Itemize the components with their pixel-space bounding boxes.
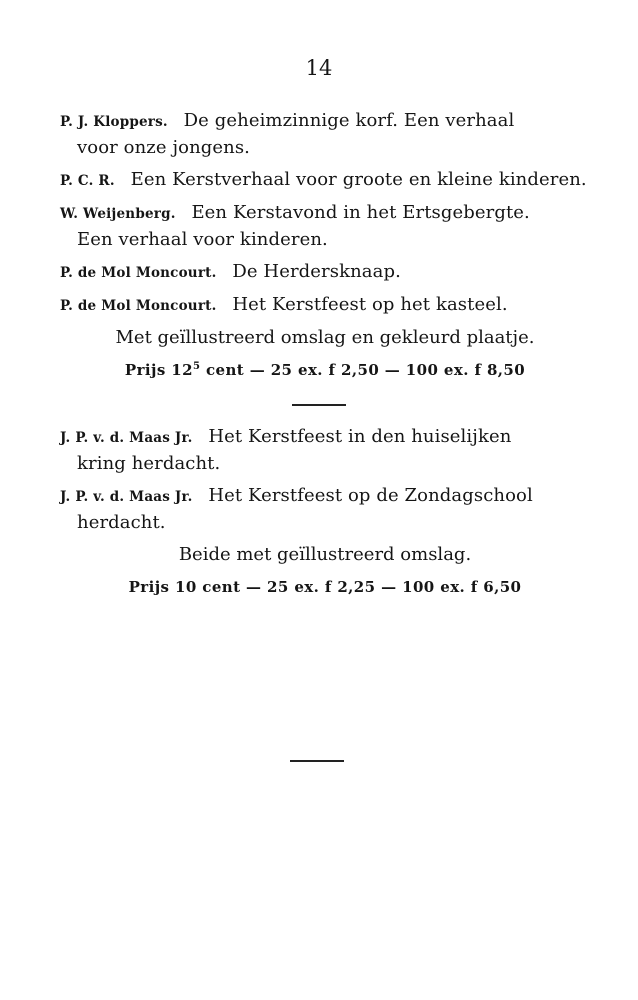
entry-title: Het Kerstfeest op het kasteel. — [232, 294, 508, 315]
catalog-entry — [60, 200, 590, 253]
price-line: Prijs 10 cent — 25 ex. f 2,25 — 100 ex. f 6,50 — [128, 578, 522, 596]
entry-title: De Herdersknaap. — [232, 261, 401, 282]
catalog-entry — [60, 292, 590, 319]
entry-author: J. P. v. d. Maas Jr. — [60, 430, 193, 446]
catalog-entry — [60, 167, 590, 194]
entry-author: P. de Mol Moncourt. — [60, 298, 217, 314]
entry-author: P. J. Kloppers. — [60, 114, 168, 130]
price-rest: cent — 25 ex. f 2,50 — 100 ex. f 8,50 — [200, 361, 526, 379]
price-prefix: Prijs 12 — [124, 361, 193, 379]
price-superscript: 5 — [192, 361, 201, 372]
price-line — [60, 361, 590, 379]
illustration-note: Met geïllustreerd omslag en gekleurd plaatje. — [115, 327, 535, 348]
entry-title: De geheimzinnige korf. Een verhaal — [183, 110, 515, 131]
entry-author: W. Weijenberg. — [60, 206, 176, 222]
entry-title: Het Kerstfeest op de Zondagschool — [208, 485, 533, 506]
entry-title-continued: voor onze jongens. — [77, 137, 250, 158]
catalog-entry — [60, 424, 590, 477]
catalog-section-1 — [60, 108, 590, 379]
page-number: 14 — [305, 56, 333, 80]
end-divider — [290, 760, 344, 762]
catalog-entry — [60, 483, 590, 536]
entry-title-continued: kring herdacht. — [77, 453, 221, 474]
entry-title: Een Kerstverhaal voor groote en kleine kinderen. — [130, 169, 587, 190]
catalog-entry — [60, 259, 590, 286]
illustration-note: Beide met geïllustreerd omslag. — [178, 544, 472, 565]
catalog-entry — [60, 108, 590, 161]
entry-author: P. C. R. — [60, 173, 115, 189]
entry-title: Een Kerstavond in het Ertsgebergte. — [191, 202, 530, 223]
entry-title: Het Kerstfeest in den huiselijken — [208, 426, 512, 447]
entry-title-continued: Een verhaal voor kinderen. — [77, 229, 328, 250]
entry-author: J. P. v. d. Maas Jr. — [60, 489, 193, 505]
catalog-section-2 — [60, 424, 590, 596]
entry-title-continued: herdacht. — [77, 512, 166, 533]
entry-author: P. de Mol Moncourt. — [60, 265, 217, 281]
section-divider — [292, 404, 346, 406]
